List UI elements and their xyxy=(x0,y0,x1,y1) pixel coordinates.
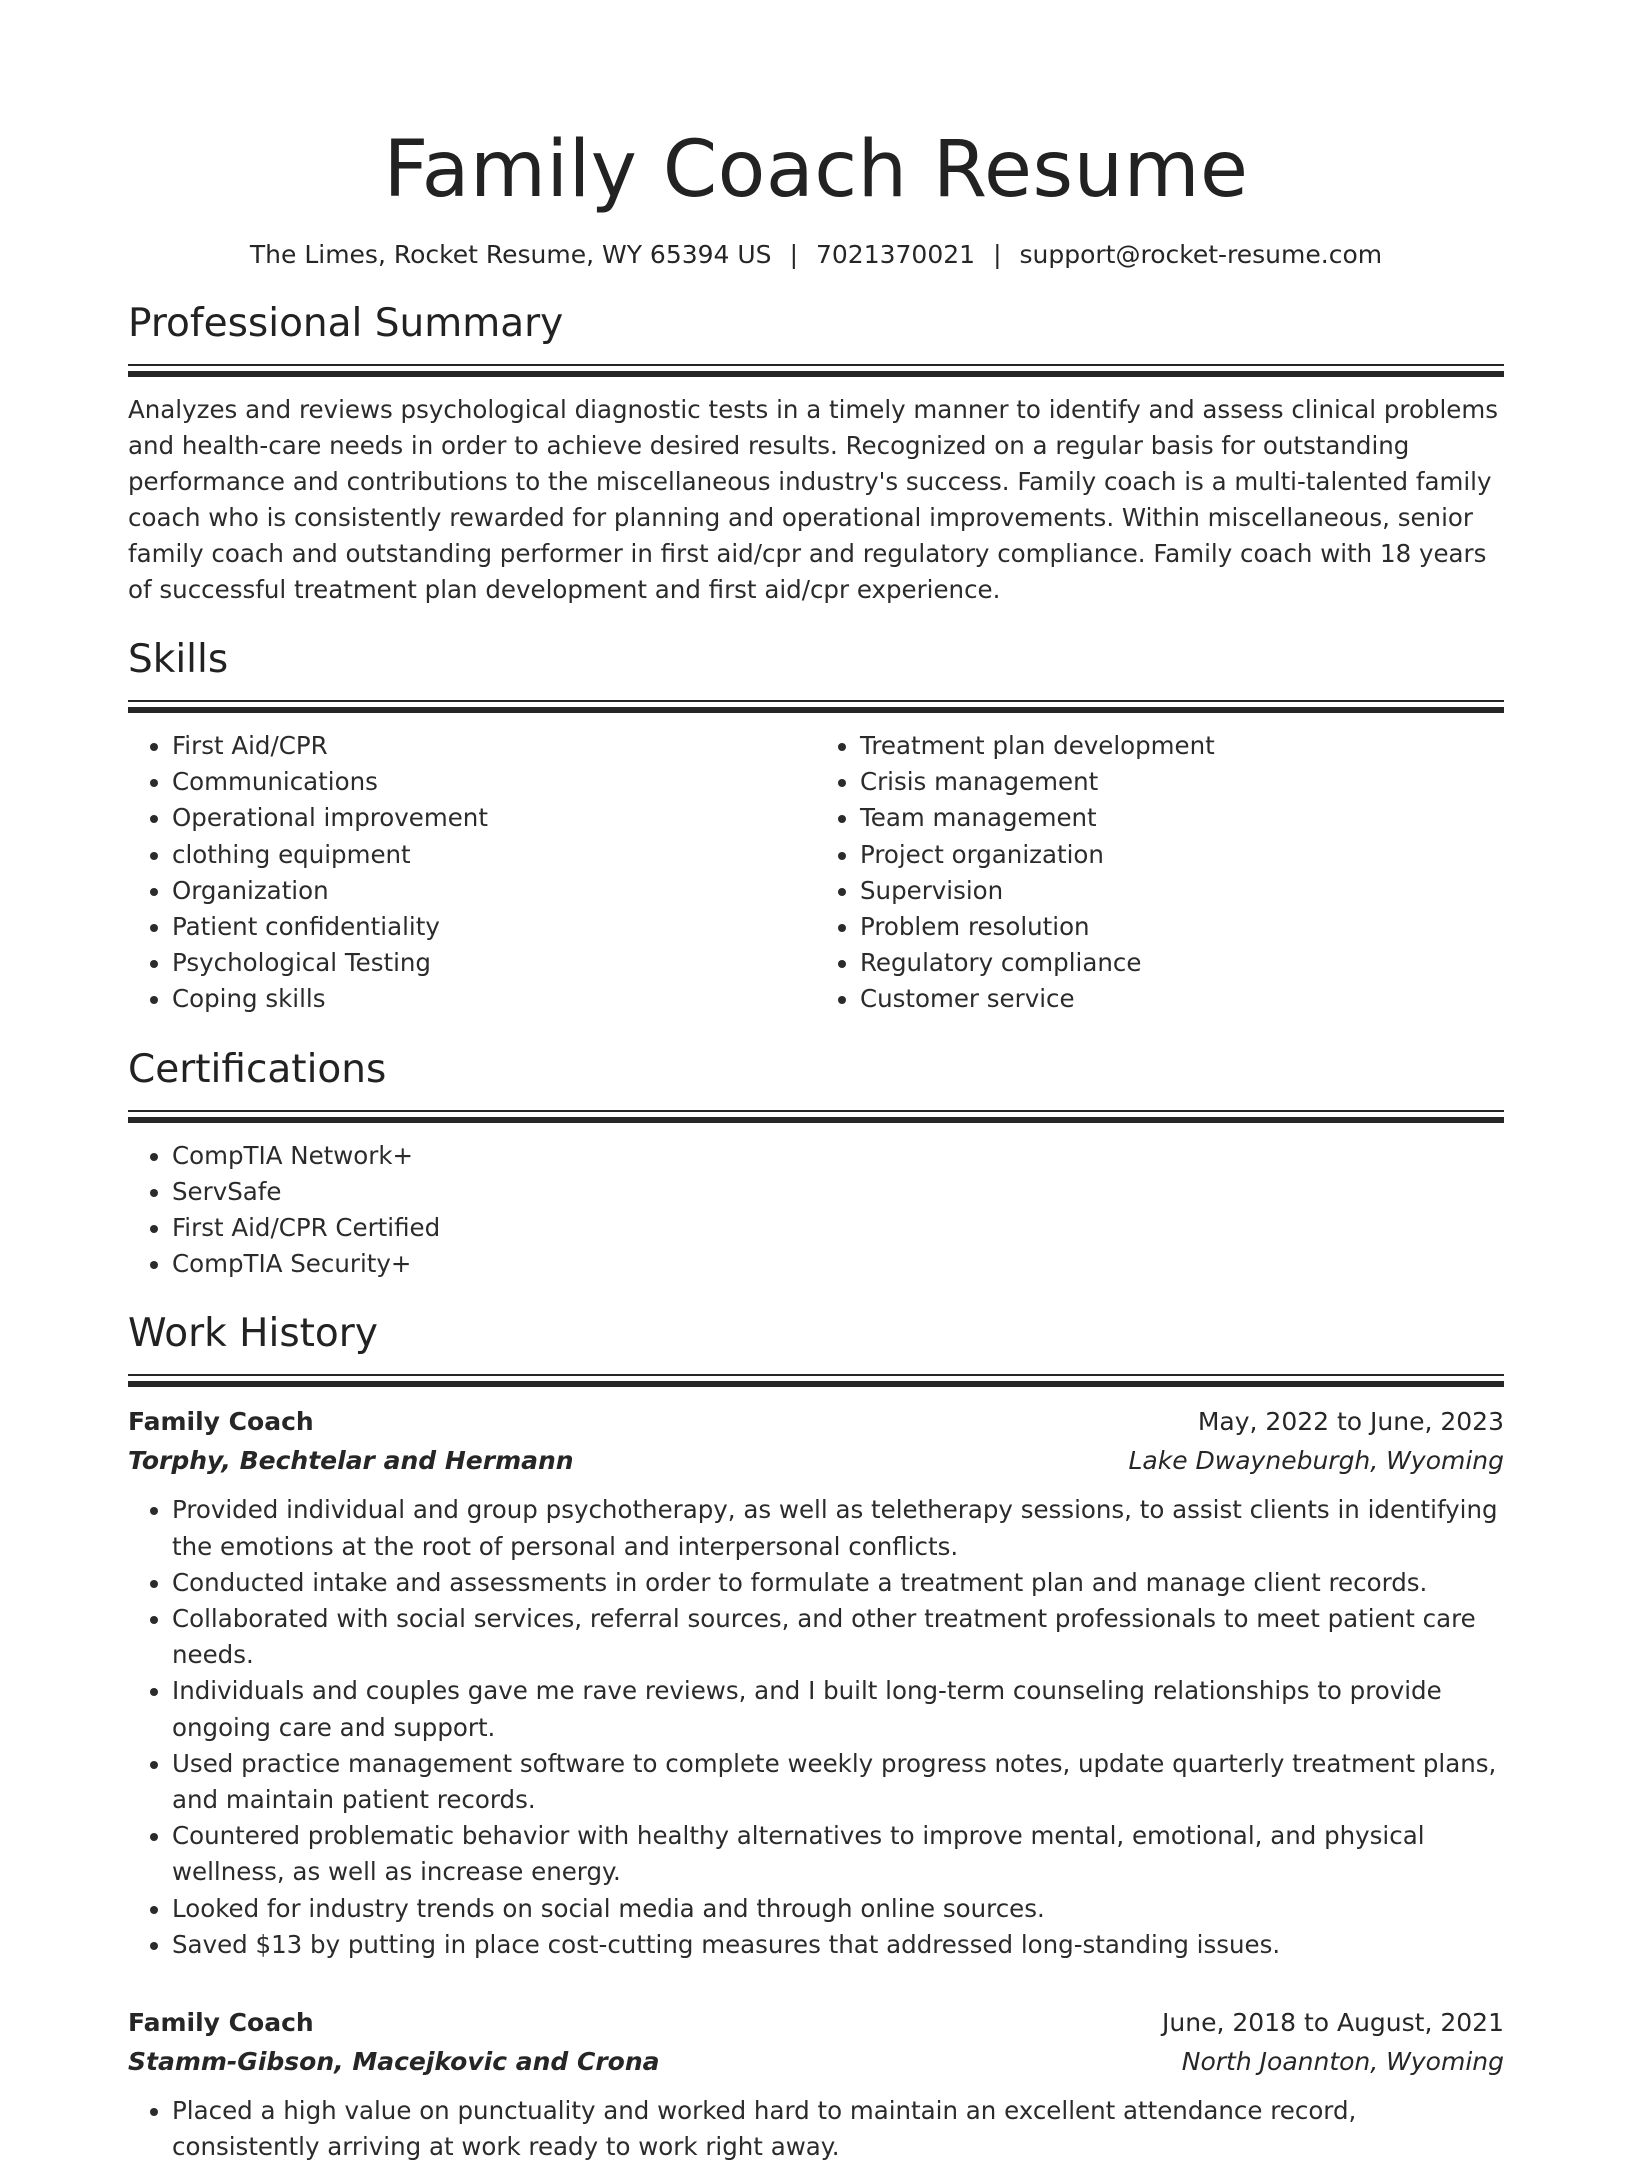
job-company: Torphy, Bechtelar and Hermann xyxy=(128,1446,574,1476)
job-bullet: • Countered problematic behavior with healthy alternatives to improve mental, emotional, and physical wellness, as well as increase energy. xyxy=(172,1818,1504,1890)
job-dates: June, 2018 to August, 2021 xyxy=(1162,2008,1504,2038)
skill-item: • Treatment plan development xyxy=(860,728,1504,764)
skills-section xyxy=(128,634,1504,714)
skills-list-left xyxy=(128,728,816,1018)
section-divider xyxy=(128,1374,1504,1388)
job-company-row xyxy=(128,2042,1504,2081)
certification-item: • CompTIA Network+ xyxy=(172,1138,1504,1174)
job-company: Stamm-Gibson, Macejkovic and Crona xyxy=(128,2047,660,2077)
skill-item: • Team management xyxy=(860,800,1504,836)
certification-item: • ServSafe xyxy=(172,1174,1504,1210)
skill-item: • Customer service xyxy=(860,981,1504,1017)
skill-item: • Operational improvement xyxy=(172,800,816,836)
job-bullet: • Provided individual and group psychotherapy, as well as teletherapy sessions, to assist clients in identifying the emotions at the root of personal and interpersonal conflicts. xyxy=(172,1492,1504,1564)
certification-item: • CompTIA Security+ xyxy=(172,1246,1504,1282)
job-location: North Joannton, Wyoming xyxy=(1181,2047,1504,2077)
contact-email: support@rocket-resume.com xyxy=(1019,240,1383,269)
job-bullets xyxy=(128,1492,1504,1963)
certifications-section xyxy=(128,1044,1504,1124)
job-bullet: • Individuals and couples gave me rave reviews, and I built long-term counseling relationships to provide ongoing care and support. xyxy=(172,1673,1504,1745)
section-divider xyxy=(128,700,1504,714)
job-bullet: • Saved $13 by putting in place cost-cutting measures that addressed long-standing issues. xyxy=(172,1927,1504,1963)
skill-item: • Communications xyxy=(172,764,816,800)
job-dates: May, 2022 to June, 2023 xyxy=(1197,1407,1504,1437)
work-history-heading: Work History xyxy=(128,1311,378,1357)
job-header-row xyxy=(128,1402,1504,1441)
section-divider xyxy=(128,364,1504,378)
skill-item: • Coping skills xyxy=(172,981,816,1017)
summary-heading: Professional Summary xyxy=(128,301,564,346)
job-title: Family Coach xyxy=(128,2008,314,2038)
skill-item: • Problem resolution xyxy=(860,909,1504,945)
skill-item: • Regulatory compliance xyxy=(860,945,1504,981)
skill-item: • clothing equipment xyxy=(172,837,816,873)
job-header-row xyxy=(128,2003,1504,2042)
skill-item: • Supervision xyxy=(860,873,1504,909)
summary-text: Analyzes and reviews psychological diagnostic tests in a timely manner to identify and assess clinical problems and health-care needs in order to achieve desired results. Recognized on a regular basis for outstanding performance and contributions to the miscellaneous industry's success. Family coach is a multi-talented family coach who is consistently rewarded for planning and operational improvements. Within miscellaneous, senior family coach and outstanding performer in first aid/cpr and regulatory compliance. Family coach with 18 years of successful treatment plan development and first aid/cpr experience. xyxy=(128,395,1498,604)
skills-list-right xyxy=(816,728,1504,1018)
resume-title: Family Coach Resume xyxy=(383,125,1249,215)
contact-address: The Limes, Rocket Resume, WY 65394 US xyxy=(249,240,772,269)
job-bullet: • Used practice management software to complete weekly progress notes, update quarterly treatment plans, and maintain patient records. xyxy=(172,1746,1504,1818)
skills-grid xyxy=(128,728,1504,1018)
summary-section xyxy=(128,298,1504,378)
work-history-section xyxy=(128,1308,1504,1388)
job-location: Lake Dwayneburgh, Wyoming xyxy=(1128,1446,1504,1476)
skills-heading: Skills xyxy=(128,637,229,682)
skill-item: • Psychological Testing xyxy=(172,945,816,981)
job-bullet: • Placed a high value on punctuality and worked hard to maintain an excellent attendance record, consistently arriving at work ready to work right away. xyxy=(172,2093,1504,2165)
contact-phone: 7021370021 xyxy=(816,240,976,269)
job-bullet: • Conducted intake and assessments in order to formulate a treatment plan and manage client records. xyxy=(172,1565,1504,1601)
skill-item: • Crisis management xyxy=(860,764,1504,800)
job-title: Family Coach xyxy=(128,1407,314,1437)
job-bullets xyxy=(128,2093,1504,2165)
job-company-row xyxy=(128,1441,1504,1480)
skill-item: • Patient confidentiality xyxy=(172,909,816,945)
skill-item: • Project organization xyxy=(860,837,1504,873)
contact-separator: | xyxy=(789,240,798,269)
contact-line xyxy=(128,238,1504,272)
job-entry xyxy=(128,2003,1504,2165)
certifications-heading: Certifications xyxy=(128,1046,387,1092)
job-bullet: • Looked for industry trends on social media and through online sources. xyxy=(172,1891,1504,1927)
section-divider xyxy=(128,1110,1504,1124)
skill-item: • Organization xyxy=(172,873,816,909)
certifications-list xyxy=(128,1138,1504,1283)
resume-page xyxy=(128,0,1504,2165)
certification-item: • First Aid/CPR Certified xyxy=(172,1210,1504,1246)
job-bullet: • Collaborated with social services, referral sources, and other treatment professionals to meet patient care needs. xyxy=(172,1601,1504,1673)
contact-separator: | xyxy=(993,240,1002,269)
job-entry xyxy=(128,1402,1504,1963)
skill-item: • First Aid/CPR xyxy=(172,728,816,764)
